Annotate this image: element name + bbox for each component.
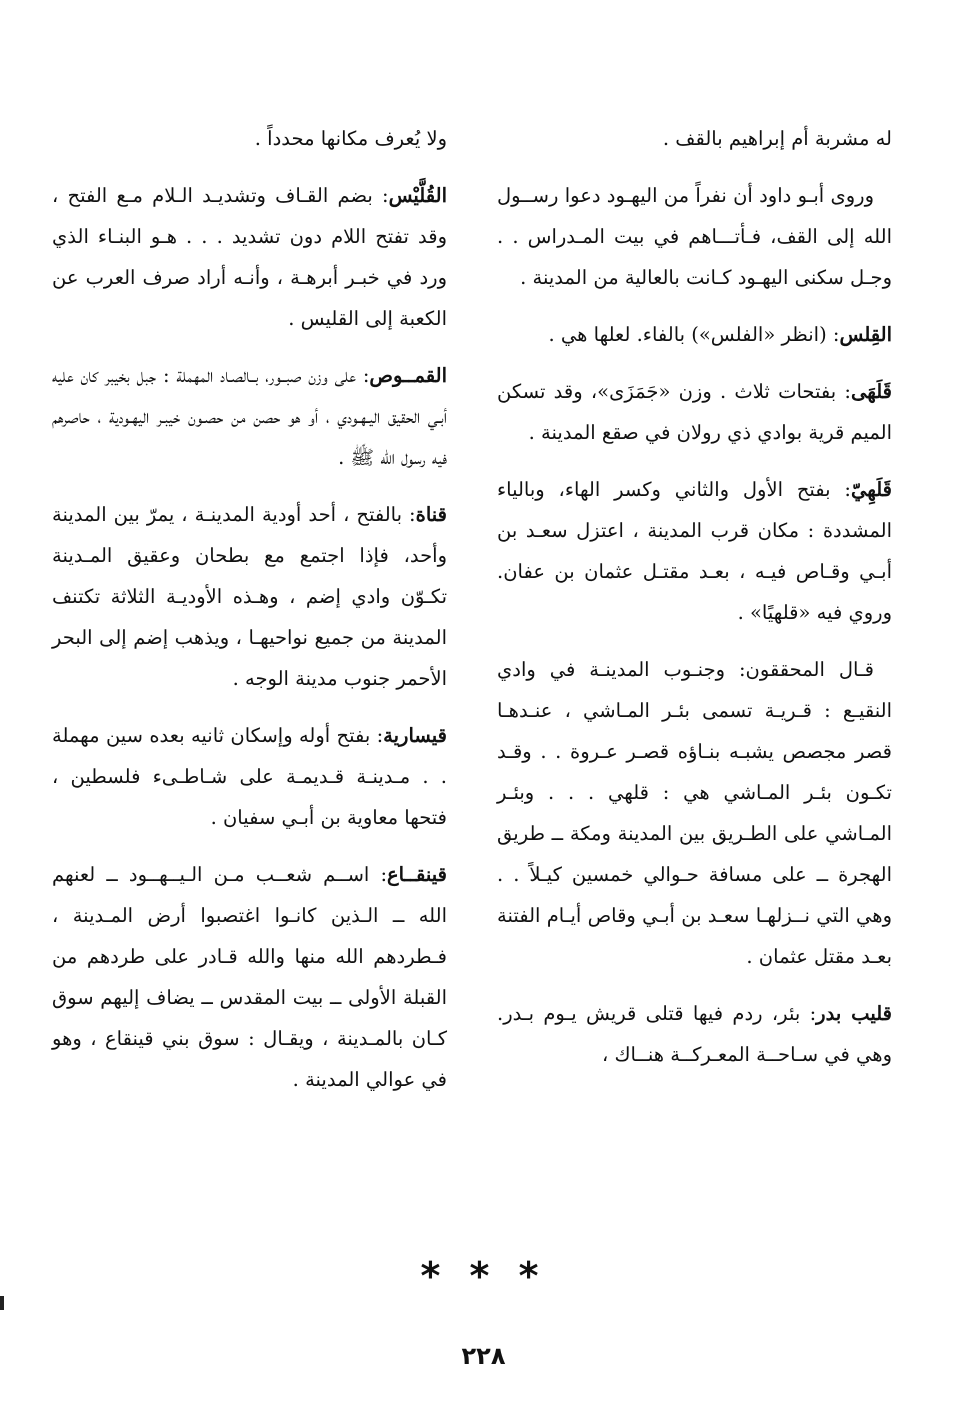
entry-text: : بالفتح ، أحد أودية المدينـة ، يمرّ بين المدينة وأحد، فإذا اجتمع مع بطحان وعقيق المـدينة تكـوّن وادي إضم ، وهـذه الأوديـة الثلاثة تكتنف المدينة من جميع نواحيهـا ، ويذهب إضم إلى البحر الأحمر جنوب مدينة الوجه . [52,503,447,690]
entry-term: القِلس [839,323,892,346]
entry-text: : بئر، ردم فيها قتلى قريش يـوم بـدر. وهي في سـاحــة المعـركــة هنــاك ، [497,1002,892,1066]
entry-qullays [52,175,447,339]
entry-qalahiyy [497,469,892,633]
entry-qamus [52,355,447,478]
entry-qaynuqa [52,854,447,1100]
left-column [52,118,447,1116]
entry-qalib-badr [497,993,892,1075]
entry-term: القمــوص [369,364,447,387]
right-column [497,118,892,1091]
section-separator: * * * [420,1254,547,1298]
entry-qalahaa [497,371,892,453]
entry-term: القُلَّيْس [388,184,447,207]
paragraph-muhaqqiqun: قـال المحققون: وجنـوب المدينـة في وادي النقيـع : قـريـة تسمى بئـر المـاشي ، عنـدهـا قصر مجصص يشبـه بنـاؤه قصـر عـروة . . وقـد تكـون بئـر المـاشي هي : قلهي . . . وبئـر المـاشي على الطـريق بين المدينة ومكة ــ طريق الهجرة ــ على مسافة حـوالي خمسين كيـلاً . . وهي التي نــزلهـا سعـد بن أبـي وقاص أيـام الفتنة بعـد مقتل عثمان . [497,658,892,968]
entry-text: : بفتح الأول والثاني وكسر الهاء، وبالياء المشددة : مكان قرب المدينة ، اعتزل سعـد بن أبـي وقـاص فيـه ، بعـد مقتـل عثمان بن عفان. وروي فيه «قلهيًا» . [497,478,892,624]
entry-term: قَلَهِيّ [850,478,892,501]
scan-mark [0,1296,4,1310]
paragraph-abu-dawud: وروى أبـو داود أن نفراً من اليهـود دعوا رســول الله إلى القف، فـأتـــاهم في بيت المـدراس . . وجـل سكنى اليهـود كـانت بالعالية من المدينة . [497,184,892,289]
page-number: ٢٢٨ [461,1342,506,1370]
entry-text: : على وزن صبــور، بــالصـاد المهملة : جبل بخيبر كان عليه أبـي الحقيق اليـهـودي ، أو هو حصن من حصـون خيبـر اليهـودية ، حاصرهم فيه رسول الله ﷺ . [52,364,447,469]
entry-qils [497,314,892,355]
entry-term: قليب بدر [816,1002,892,1025]
continued-text: له مشربة أم إبراهيم بالقف . [662,127,892,150]
entry-term: قيسارية [383,724,447,747]
entry-text: : (انظر «الفلس») بالفاء. لعلها هي . [548,323,840,346]
entry-text: : بفتح أوله وإسكان ثانيه بعده سين مهملة . . مـدينـة قـديمـة على شـاطـىء فلسطين ، فتحها معاوية بن أبـي سفيان . [52,724,447,829]
entry-term: قَلَهَى [850,380,892,403]
entry-term: قينقــاع [387,863,447,886]
entry-text: : بفتحات ثلاث . وزن «جَمَزَى»، وقد تسكن الميم قرية بوادي ذي رولان في صقع المدينة . [497,380,892,444]
entry-text: : اســم شعــب مـن الـيــهــود ــ لعنهم الله ــ الـذين كانـوا اغتصبوا أرض المـدينة ، فـطردهم الله منها والله قـادر على طردهم من القبلة الأولى ــ بيت المقدس ــ يضاف إليهم سوق كـان بالمـدينة ، ويقـال : سوق بني قينقاع ، وهو في عوالي المدينة . [52,863,447,1091]
entry-term: قناة [415,503,447,526]
entry-qanah [52,494,447,699]
entry-text: : بضم القـاف وتشديـد الـلام مـع الفتح ، وقد تفتح اللام دون تشديد . . . هـو البنـاء الذي ورد في خبـر أبرهـة ، وأنـه أراد صرف العرب عن الكعبة إلى القليس . [52,184,447,330]
continued-text: ولا يُعرف مكانها محدداً . [254,127,447,150]
entry-qaysariyah [52,715,447,838]
